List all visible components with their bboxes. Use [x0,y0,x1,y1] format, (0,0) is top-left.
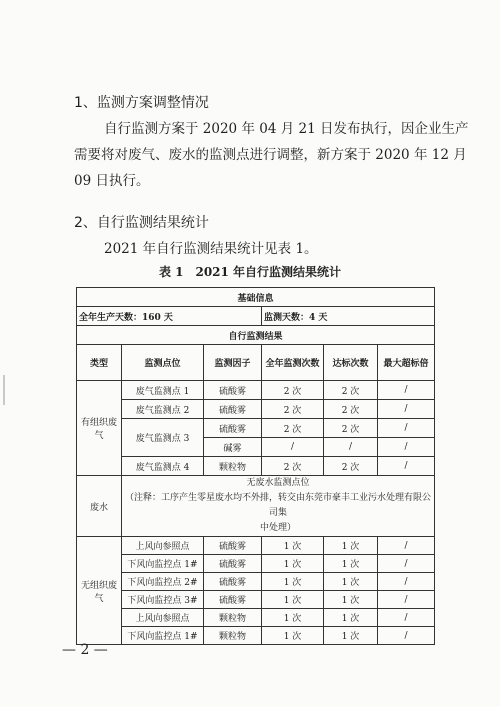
section-1-line-2: 需要将对废气、废水的监测点进行调整，新方案于 2020 年 12 月 [74,147,467,163]
table-row [77,627,435,645]
cell-factor: 硫酸雾 [204,537,262,555]
header-factor: 监测因子 [204,345,262,381]
cell-location: 废气监测点 2 [122,400,204,419]
cell-location: 废气监测点 1 [122,381,204,400]
cell-annual: 2 次 [262,381,324,400]
header-max-exceed: 最大超标倍 [378,345,435,381]
cell-annual: / [262,438,324,457]
cell-location: 废气监测点 4 [122,457,204,476]
cell-location: 上风向参照点 [122,537,204,555]
wastewater-note [122,476,435,537]
binding-mark [3,375,5,405]
cell-annual: 2 次 [262,457,324,476]
cell-annual: 1 次 [262,591,324,609]
cell-exceed: / [378,438,435,457]
cell-pass: 2 次 [324,457,378,476]
table-row [77,537,435,555]
production-days: 全年生产天数：160 天 [77,307,262,326]
header-row [77,345,435,381]
type-wastewater: 废水 [77,476,122,537]
cell-pass: 1 次 [324,537,378,555]
cell-exceed: / [378,381,435,400]
section-2-intro: 2021 年自行监测结果统计见表 1。 [104,241,318,257]
cell-location: 下风向监控点 1# [122,627,204,645]
results-table [76,287,435,645]
cell-annual: 1 次 [262,537,324,555]
table-row [77,609,435,627]
cell-factor: 颗粒物 [204,627,262,645]
type-organized: 有组织废气 [77,381,122,476]
wastewater-note-line-2: （注释：工序产生零星废水均不外排，转交由东莞市豪丰工业污水处理有限公司集 [125,493,432,518]
table-row [77,326,435,345]
table-row [77,555,435,573]
cell-exceed: / [378,609,435,627]
cell-exceed: / [378,591,435,609]
cell-factor: 碱雾 [204,438,262,457]
table-row [77,400,435,419]
cell-factor: 颗粒物 [204,457,262,476]
cell-location: 下风向监控点 2# [122,573,204,591]
wastewater-note-line-1: 无废水监测点位 [246,478,310,488]
cell-pass: 2 次 [324,400,378,419]
section-1-heading: 1、监测方案调整情况 [74,95,209,111]
header-annual-count: 全年监测次数 [262,345,324,381]
table-row [77,591,435,609]
cell-location: 下风向监控点 1# [122,555,204,573]
cell-exceed: / [378,627,435,645]
table-row [77,381,435,400]
cell-factor: 颗粒物 [204,609,262,627]
table-row [77,457,435,476]
cell-annual: 1 次 [262,555,324,573]
table-row [77,573,435,591]
cell-exceed: / [378,419,435,438]
cell-pass: 1 次 [324,573,378,591]
cell-annual: 1 次 [262,609,324,627]
cell-exceed: / [378,400,435,419]
cell-annual: 1 次 [262,573,324,591]
cell-factor: 硫酸雾 [204,419,262,438]
page-number: — 2 — [62,642,108,658]
cell-location: 下风向监控点 3# [122,591,204,609]
cell-exceed: / [378,457,435,476]
cell-pass: 2 次 [324,419,378,438]
cell-annual: 2 次 [262,419,324,438]
header-pass-count: 达标次数 [324,345,378,381]
cell-factor: 硫酸雾 [204,381,262,400]
results-title: 自行监测结果 [77,326,435,345]
cell-pass: 1 次 [324,555,378,573]
cell-annual: 2 次 [262,400,324,419]
cell-exceed: / [378,573,435,591]
section-1-line-3: 09 日执行。 [74,173,150,189]
cell-factor: 硫酸雾 [204,555,262,573]
table-caption: 表 1 2021 年自行监测结果统计 [158,265,342,279]
monitoring-days: 监测天数：4 天 [262,307,435,326]
type-unorganized: 无组织废气 [77,537,122,645]
cell-location: 废气监测点 3 [122,419,204,457]
section-1-line-1: 自行监测方案于 2020 年 04 月 21 日发布执行，因企业生产 [104,121,469,137]
cell-factor: 硫酸雾 [204,573,262,591]
cell-location: 上风向参照点 [122,609,204,627]
table-row [77,307,435,326]
basic-info-title: 基础信息 [77,288,435,307]
table-row [77,419,435,438]
cell-exceed: / [378,537,435,555]
cell-pass: 1 次 [324,627,378,645]
table-row [77,476,435,537]
table-row [77,288,435,307]
wastewater-note-line-3: 中处理） [260,523,297,533]
cell-factor: 硫酸雾 [204,400,262,419]
section-2-heading: 2、自行监测结果统计 [74,215,209,231]
cell-factor: 硫酸雾 [204,591,262,609]
cell-pass: 1 次 [324,591,378,609]
cell-pass: 2 次 [324,381,378,400]
header-type: 类型 [77,345,122,381]
cell-pass: 1 次 [324,609,378,627]
cell-exceed: / [378,555,435,573]
cell-pass: / [324,438,378,457]
header-location: 监测点位 [122,345,204,381]
cell-annual: 1 次 [262,627,324,645]
